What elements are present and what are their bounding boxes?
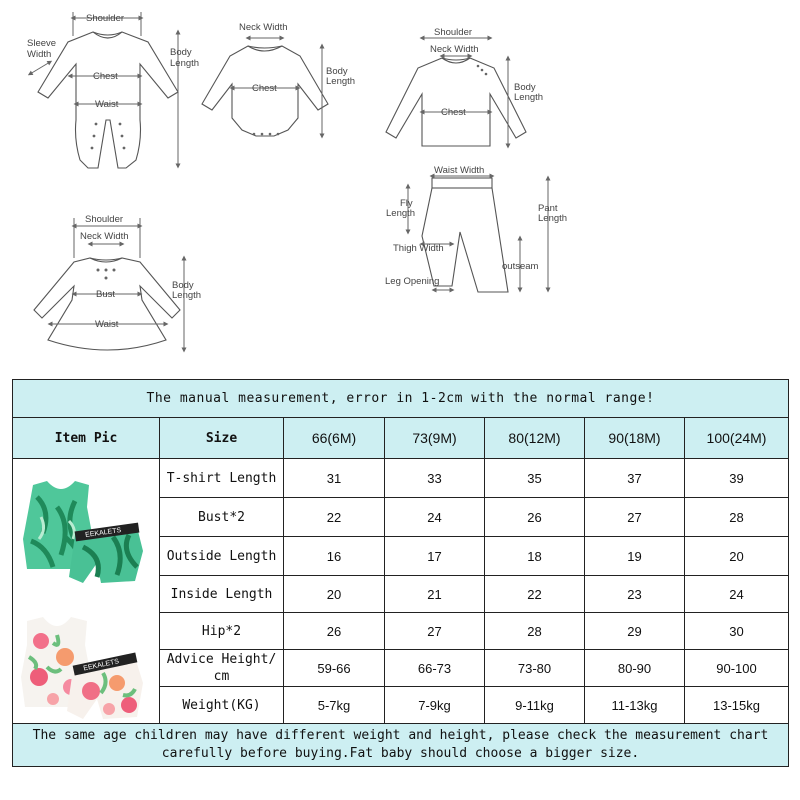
pants-length-label-1: Pant <box>538 203 558 214</box>
item-picture-cell <box>13 459 160 724</box>
table-cell: 80-90 <box>585 650 685 687</box>
pants-waist-label: Waist Width <box>434 165 485 176</box>
size-column-header: 90(18M) <box>585 418 685 459</box>
size-column-header: 73(9M) <box>385 418 485 459</box>
size-column-header: 80(12M) <box>485 418 585 459</box>
table-cell: 26 <box>485 498 585 537</box>
pants-leg-label: Leg Opening <box>385 276 440 287</box>
romper-sleeve-label-1: Sleeve <box>27 38 57 49</box>
table-cell: 22 <box>485 576 585 613</box>
pants-fly-label-2: Length <box>386 208 416 219</box>
table-cell: 9-11kg <box>485 687 585 724</box>
table-cell: 26 <box>284 613 385 650</box>
table-cell: 7-9kg <box>385 687 485 724</box>
bodysuit-body-label-2: Length <box>326 76 356 87</box>
row-label: Inside Length <box>160 576 284 613</box>
row-label: T-shirt Length <box>160 459 284 498</box>
table-cell: 27 <box>585 498 685 537</box>
bodysuit-chest-label: Chest <box>252 83 277 94</box>
size-column-header: 66(6M) <box>284 418 385 459</box>
measurement-diagrams <box>0 0 800 372</box>
bodysuit-neck-label: Neck Width <box>239 22 288 33</box>
table-cell: 30 <box>685 613 789 650</box>
dress-diagram <box>34 214 201 350</box>
table-cell: 90-100 <box>685 650 789 687</box>
table-cell: 59-66 <box>284 650 385 687</box>
top-body-label-2: Length <box>514 92 544 103</box>
table-cell: 21 <box>385 576 485 613</box>
waistband-logo: EEKALETS <box>82 658 120 673</box>
pants-length-label-2: Length <box>538 213 568 224</box>
bodysuit-body-label-1: Body <box>326 66 348 77</box>
pants-outseam-label: outseam <box>502 261 539 272</box>
table-row <box>13 459 789 498</box>
table-cell: 37 <box>585 459 685 498</box>
green-leaf-outfit-image <box>17 477 147 587</box>
table-cell: 35 <box>485 459 585 498</box>
table-cell: 19 <box>585 537 685 576</box>
table-cell: 28 <box>485 613 585 650</box>
table-cell: 5-7kg <box>284 687 385 724</box>
table-cell: 31 <box>284 459 385 498</box>
top-diagram <box>386 27 543 146</box>
row-label: Advice Height/ cm <box>160 650 284 687</box>
pants-fly-label-1: Fly <box>400 198 413 209</box>
dress-neck-label: Neck Width <box>80 231 129 242</box>
row-label: Outside Length <box>160 537 284 576</box>
table-cell: 22 <box>284 498 385 537</box>
romper-body-label-1: Body <box>170 47 192 58</box>
table-cell: 24 <box>685 576 789 613</box>
table-cell: 20 <box>284 576 385 613</box>
table-cell: 33 <box>385 459 485 498</box>
dress-body-label-2: Length <box>172 290 202 301</box>
table-cell: 29 <box>585 613 685 650</box>
table-cell: 73-80 <box>485 650 585 687</box>
table-cell: 27 <box>385 613 485 650</box>
dress-waist-label: Waist <box>95 319 119 330</box>
dress-shoulder-label: Shoulder <box>85 214 124 225</box>
table-cell: 39 <box>685 459 789 498</box>
table-cell: 18 <box>485 537 585 576</box>
top-shoulder-label: Shoulder <box>434 27 473 38</box>
waistband-logo: EEKALETS <box>84 527 122 540</box>
table-cell: 23 <box>585 576 685 613</box>
table-cell: 24 <box>385 498 485 537</box>
table-cell: 66-73 <box>385 650 485 687</box>
romper-sleeve-label-2: Width <box>27 49 52 60</box>
table-header-row <box>13 418 789 459</box>
romper-chest-label: Chest <box>93 71 118 82</box>
romper-diagram <box>27 12 199 168</box>
romper-shoulder-label: Shoulder <box>86 13 125 24</box>
row-label: Bust*2 <box>160 498 284 537</box>
dress-bust-label: Bust <box>96 289 116 300</box>
table-cell: 20 <box>685 537 789 576</box>
table-cell: 17 <box>385 537 485 576</box>
row-label: Weight(KG) <box>160 687 284 724</box>
row-label: Hip*2 <box>160 613 284 650</box>
top-chest-label: Chest <box>441 107 466 118</box>
pants-thigh-label: Thigh Width <box>393 243 444 254</box>
size-header: Size <box>160 418 284 459</box>
size-column-header: 100(24M) <box>685 418 789 459</box>
top-neck-label: Neck Width <box>430 44 479 55</box>
bodysuit-diagram <box>202 22 355 136</box>
table-cell: 16 <box>284 537 385 576</box>
sizing-advice-footer: The same age children may have different weight and height, please check the measurement chart carefully before buying.Fat baby should choose a bigger size. <box>13 724 789 767</box>
romper-waist-label: Waist <box>95 99 119 110</box>
pants-diagram <box>385 165 567 292</box>
size-chart-table <box>12 379 789 767</box>
dress-body-label-1: Body <box>172 280 194 291</box>
table-cell: 11-13kg <box>585 687 685 724</box>
romper-body-label-2: Length <box>170 58 200 69</box>
pink-floral-outfit-image <box>17 613 147 723</box>
measurement-note-banner: The manual measurement, error in 1-2cm with the normal range! <box>13 380 789 418</box>
item-pic-header: Item Pic <box>13 418 160 459</box>
top-body-label-1: Body <box>514 82 536 93</box>
table-cell: 13-15kg <box>685 687 789 724</box>
table-cell: 28 <box>685 498 789 537</box>
